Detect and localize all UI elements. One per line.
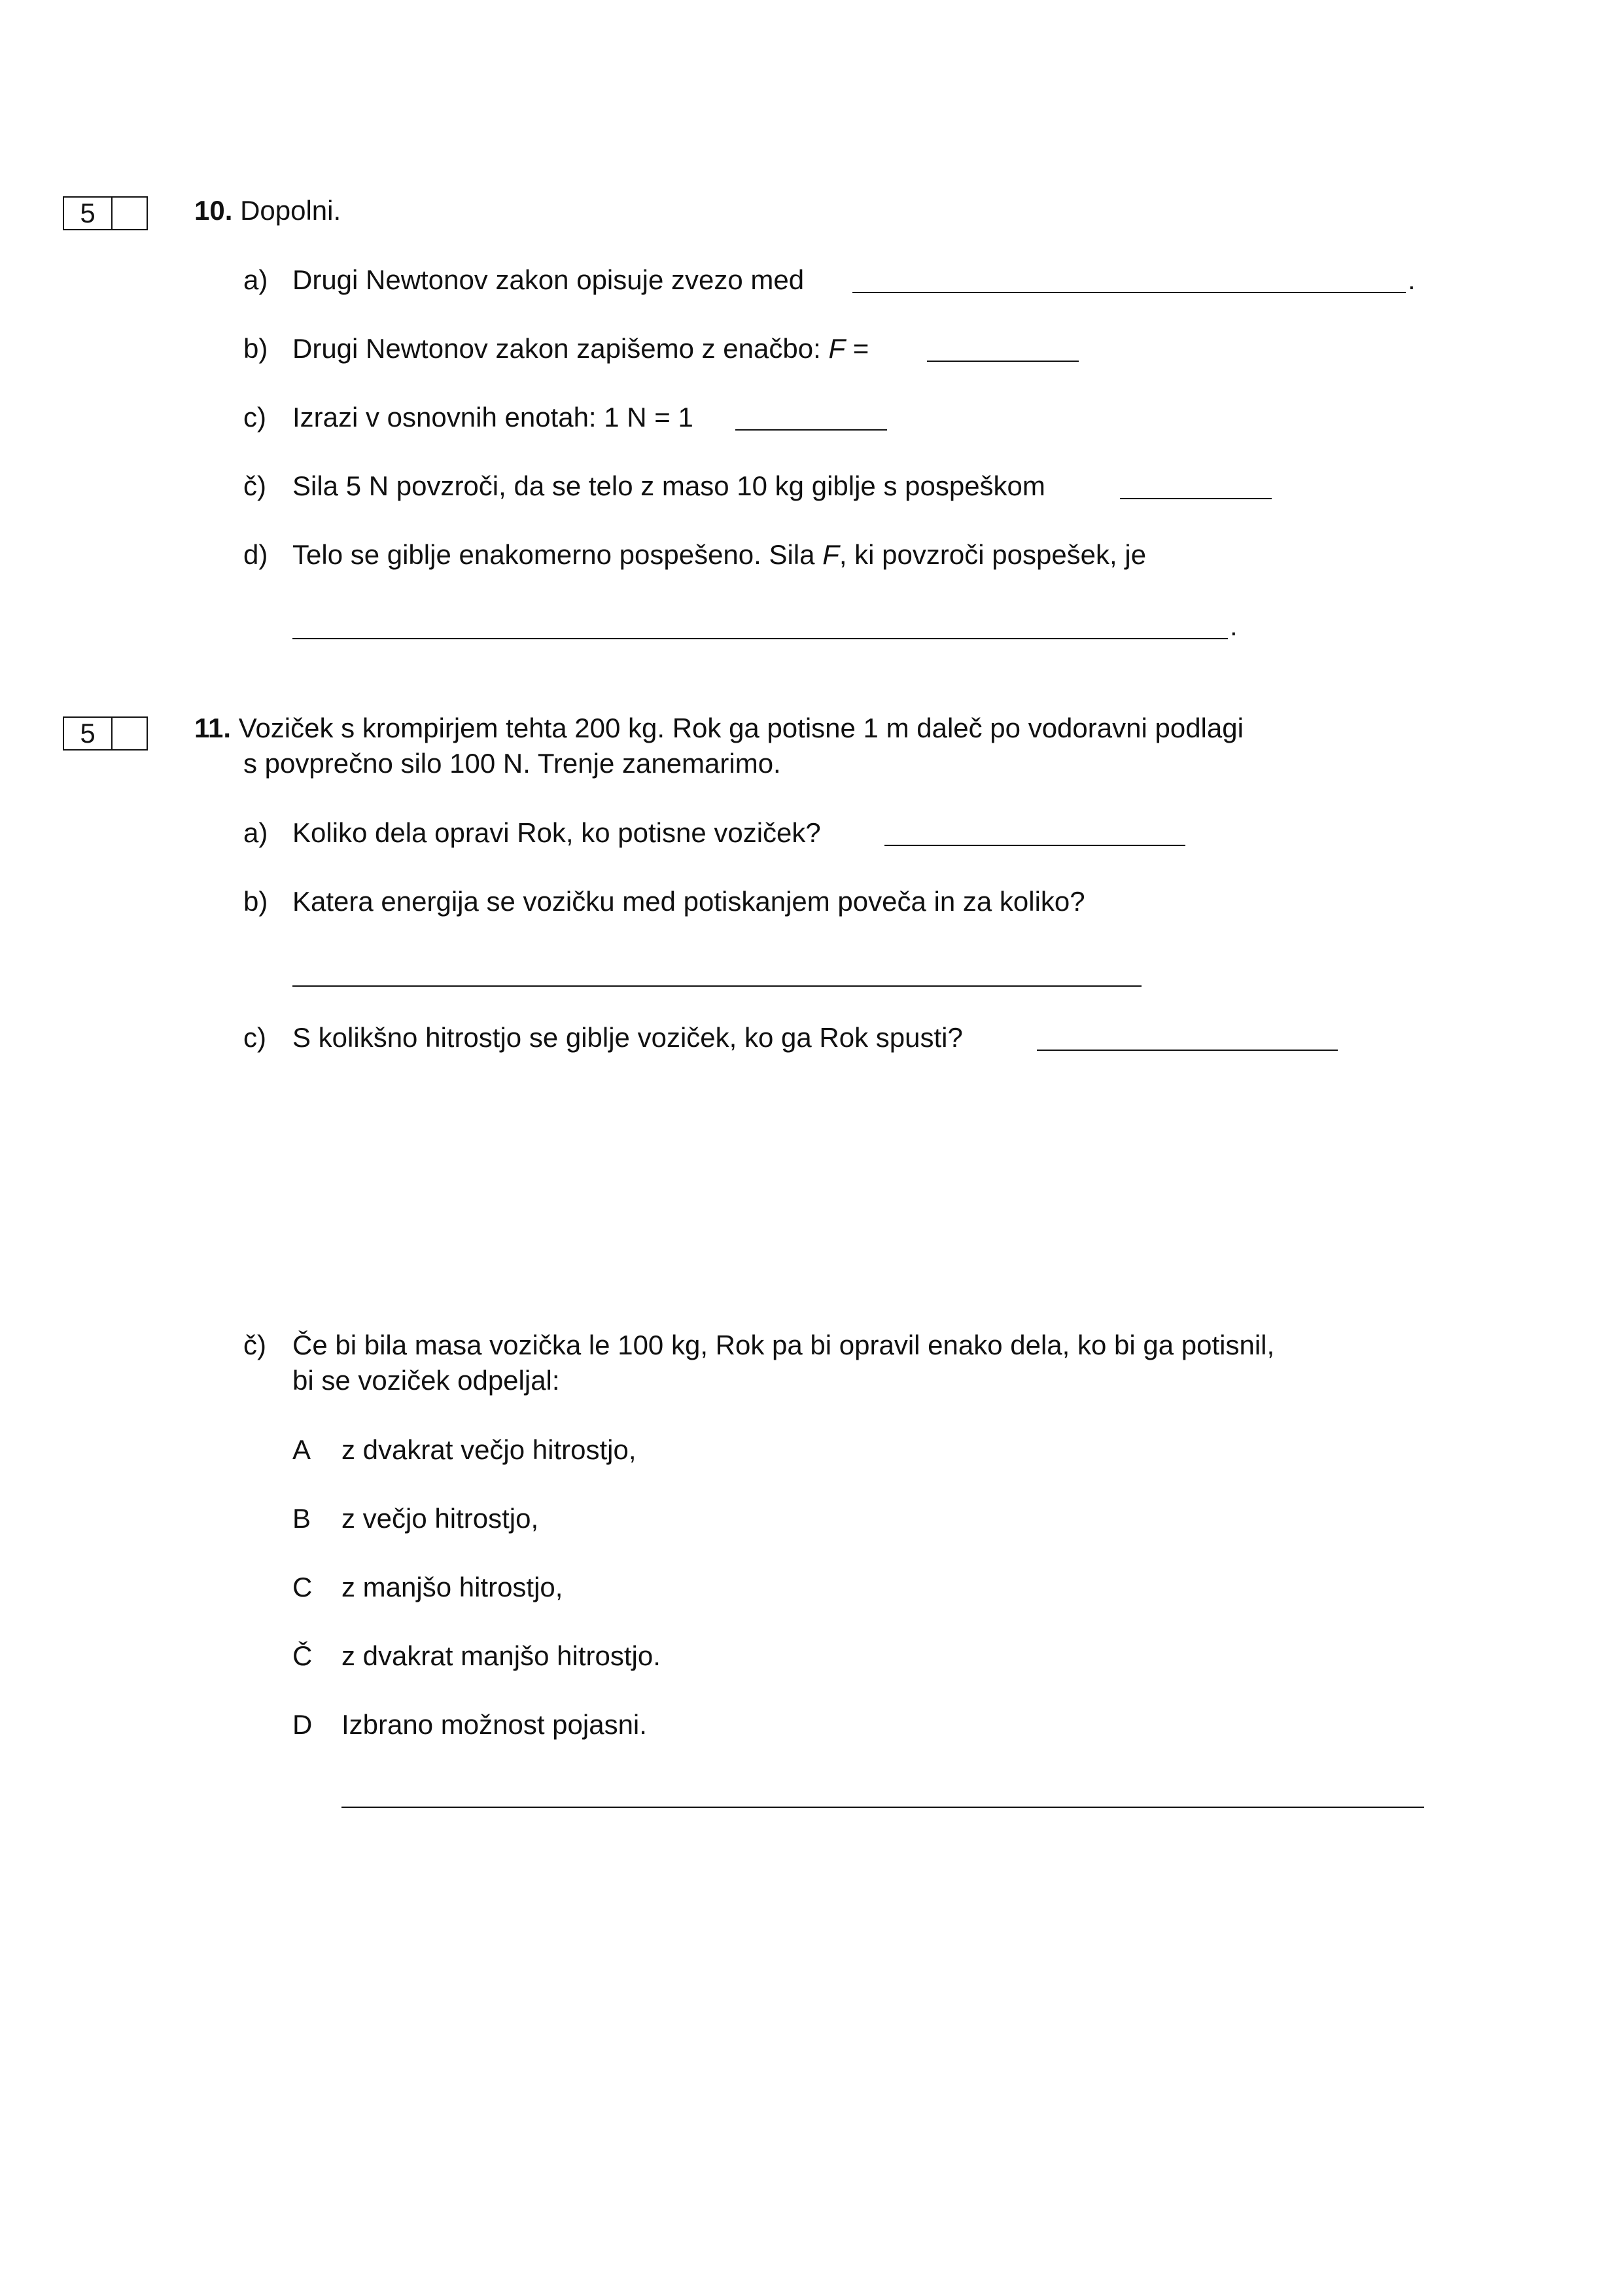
- option-text[interactable]: z manjšo hitrostjo,: [341, 1572, 563, 1602]
- question-number: 10.: [194, 195, 233, 226]
- item-label: c): [243, 402, 266, 433]
- equals-sign: =: [852, 333, 869, 364]
- item-label: č): [243, 470, 266, 501]
- option-text[interactable]: z dvakrat večjo hitrostjo,: [341, 1434, 637, 1465]
- item-text: Izrazi v osnovnih enotah: 1 N = 1: [292, 402, 693, 433]
- question-11-heading: [194, 711, 1244, 745]
- score-blank-field[interactable]: [113, 198, 147, 229]
- answer-line[interactable]: [1037, 1050, 1338, 1051]
- item-label: b): [243, 886, 268, 917]
- answer-line[interactable]: [852, 292, 1406, 293]
- item-text-after: , ki povzroči pospešek, je: [839, 539, 1147, 570]
- option-text[interactable]: z večjo hitrostjo,: [341, 1503, 539, 1534]
- option-text: Izbrano možnost pojasni.: [341, 1709, 647, 1740]
- answer-line[interactable]: [1120, 498, 1272, 499]
- score-points: 5: [64, 198, 113, 229]
- answer-line[interactable]: [292, 638, 1228, 639]
- option-letter: B: [292, 1503, 311, 1534]
- question-number: 11.: [194, 713, 232, 743]
- item-text: Koliko dela opravi Rok, ko potisne voziček?: [292, 817, 821, 848]
- option-letter: D: [292, 1709, 313, 1740]
- answer-line[interactable]: [292, 985, 1142, 987]
- item-text-line1: Če bi bila masa vozička le 100 kg, Rok pa bi opravil enako dela, ko bi ga potisnil,: [292, 1330, 1275, 1360]
- answer-line[interactable]: [884, 845, 1185, 846]
- variable-f: F: [822, 539, 839, 570]
- answer-line[interactable]: [341, 1807, 1424, 1808]
- score-box-q10: [63, 196, 148, 230]
- item-text: Drugi Newtonov zakon opisuje zvezo med: [292, 264, 805, 295]
- answer-line[interactable]: [927, 361, 1079, 362]
- option-text[interactable]: z dvakrat manjšo hitrostjo.: [341, 1640, 661, 1671]
- variable-f: F: [828, 333, 846, 364]
- item-label: d): [243, 539, 268, 570]
- item-text: [292, 538, 1146, 572]
- question-intro-line1: Voziček s krompirjem tehta 200 kg. Rok ga potisne 1 m daleč po vodoravni podlagi: [238, 713, 1244, 743]
- question-10-heading: [194, 194, 341, 228]
- answer-line[interactable]: [735, 429, 887, 431]
- option-letter: A: [292, 1434, 311, 1465]
- item-text-line2: bi se voziček odpeljal:: [292, 1365, 560, 1396]
- score-points: 5: [64, 718, 113, 749]
- item-label: b): [243, 333, 268, 364]
- item-label: a): [243, 817, 268, 848]
- item-text: [292, 332, 869, 366]
- item-text: S kolikšno hitrostjo se giblje voziček, ko ga Rok spusti?: [292, 1022, 963, 1053]
- item-label: č): [243, 1330, 266, 1360]
- score-box-q11: [63, 716, 148, 751]
- item-text-before: Telo se giblje enakomerno pospešeno. Sila: [292, 539, 815, 570]
- option-letter: Č: [292, 1640, 313, 1671]
- question-intro-line2: s povprečno silo 100 N. Trenje zanemarimo.: [243, 748, 781, 779]
- item-suffix: .: [1408, 264, 1416, 295]
- item-suffix: .: [1230, 610, 1238, 641]
- item-text-main: Drugi Newtonov zakon zapišemo z enačbo:: [292, 333, 821, 364]
- option-letter: C: [292, 1572, 313, 1602]
- item-text: Sila 5 N povzroči, da se telo z maso 10 kg giblje s pospeškom: [292, 470, 1045, 501]
- item-text: Katera energija se vozičku med potiskanjem poveča in za koliko?: [292, 886, 1085, 917]
- item-label: c): [243, 1022, 266, 1053]
- score-blank-field[interactable]: [113, 718, 147, 749]
- question-title: Dopolni.: [240, 195, 341, 226]
- item-label: a): [243, 264, 268, 295]
